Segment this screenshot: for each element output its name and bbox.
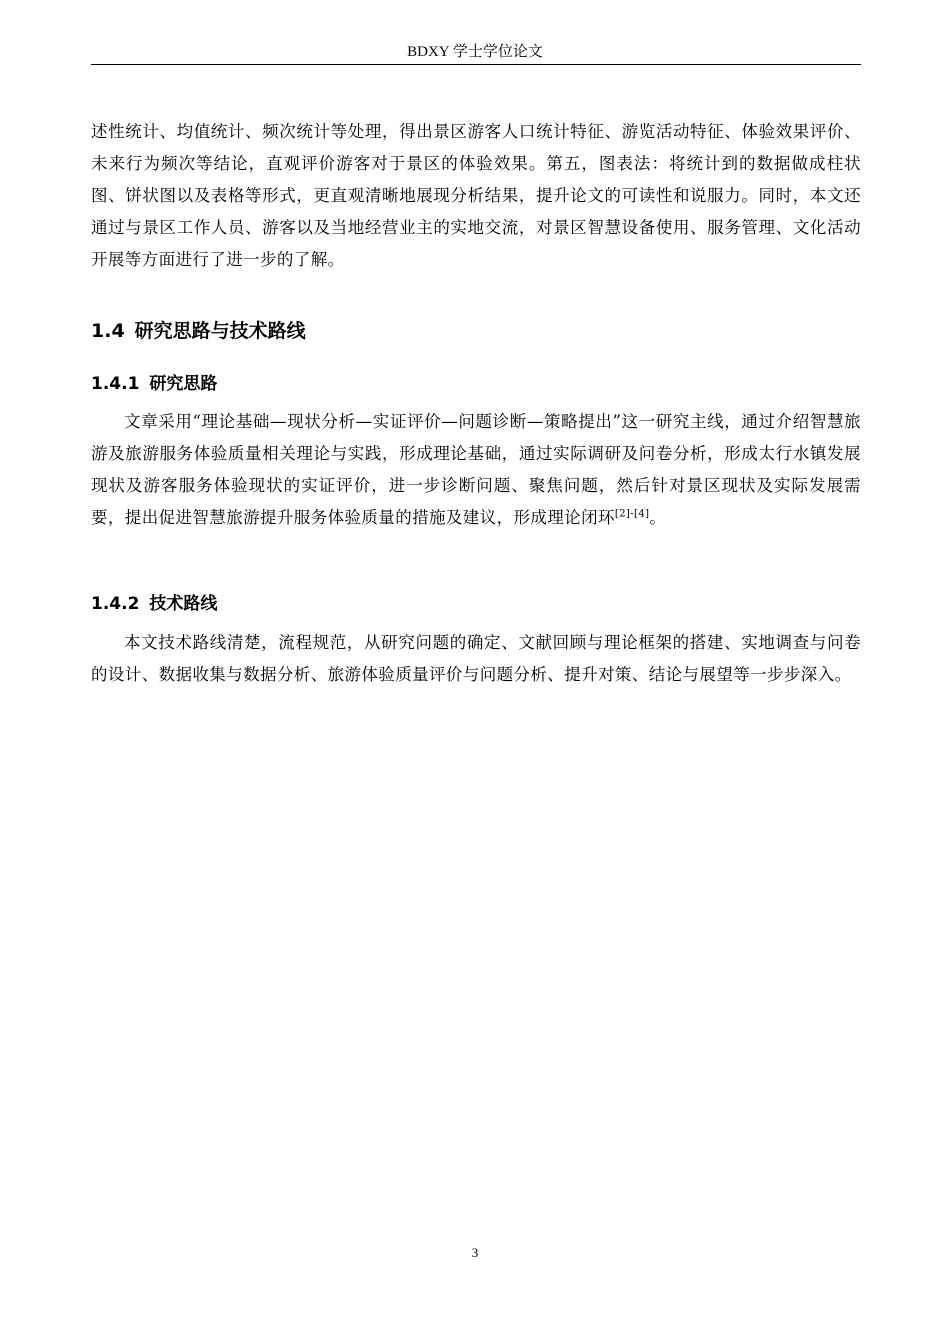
subsection-title: 研究思路 bbox=[149, 374, 218, 394]
page-number: 3 bbox=[471, 1245, 479, 1260]
section-heading-1-4-2 bbox=[91, 589, 217, 614]
research-approach-paragraph bbox=[91, 406, 861, 534]
section-number: 1.4 bbox=[91, 320, 125, 342]
end-punctuation: 。 bbox=[649, 508, 667, 527]
technical-route-paragraph: 本文技术路线清楚，流程规范，从研究问题的确定、文献回顾与理论框架的搭建、实地调查与问卷的设计、数据收集与数据分析、旅游体验质量评价与问题分析、提升对策、结论与展望等一步步深入。 bbox=[91, 633, 861, 684]
header-divider bbox=[91, 64, 861, 65]
section-heading-1-4 bbox=[91, 316, 306, 343]
header-title: BDXY 学士学位论文 bbox=[407, 44, 543, 60]
research-approach-text: 文章采用“理论基础—现状分析—实证评价—问题诊断—策略提出”这一研究主线，通过介绍智慧旅游及旅游服务体验质量相关理论与实践，形成理论基础，通过实际调研及问卷分析，形成太行水镇发展现状及游客服务体验现状的实证评价，进一步诊断问题、聚焦问题，然后针对景区现状及实际发展需要，提出促进智慧旅游提升服务体验质量的措施及建议，形成理论闭环 bbox=[91, 412, 861, 527]
section-heading-1-4-1 bbox=[91, 369, 217, 394]
subsection-number: 1.4.2 bbox=[91, 594, 140, 614]
subsection-title: 技术路线 bbox=[149, 594, 218, 614]
section-title: 研究思路与技术路线 bbox=[134, 320, 306, 342]
intro-paragraph: 述性统计、均值统计、频次统计等处理，得出景区游客人口统计特征、游览活动特征、体验效果评价、未来行为频次等结论，直观评价游客对于景区的体验效果。第五，图表法：将统计到的数据做成柱状图、饼状图以及表格等形式，更直观清晰地展现分析结果，提升论文的可读性和说服力。同时，本文还通过与景区工作人员、游客以及当地经营业主的实地交流，对景区智慧设备使用、服务管理、文化活动开展等方面进行了进一步的了解。 bbox=[91, 122, 861, 269]
citation-reference[interactable]: [2]-[4] bbox=[614, 508, 650, 520]
subsection-number: 1.4.1 bbox=[91, 374, 140, 394]
